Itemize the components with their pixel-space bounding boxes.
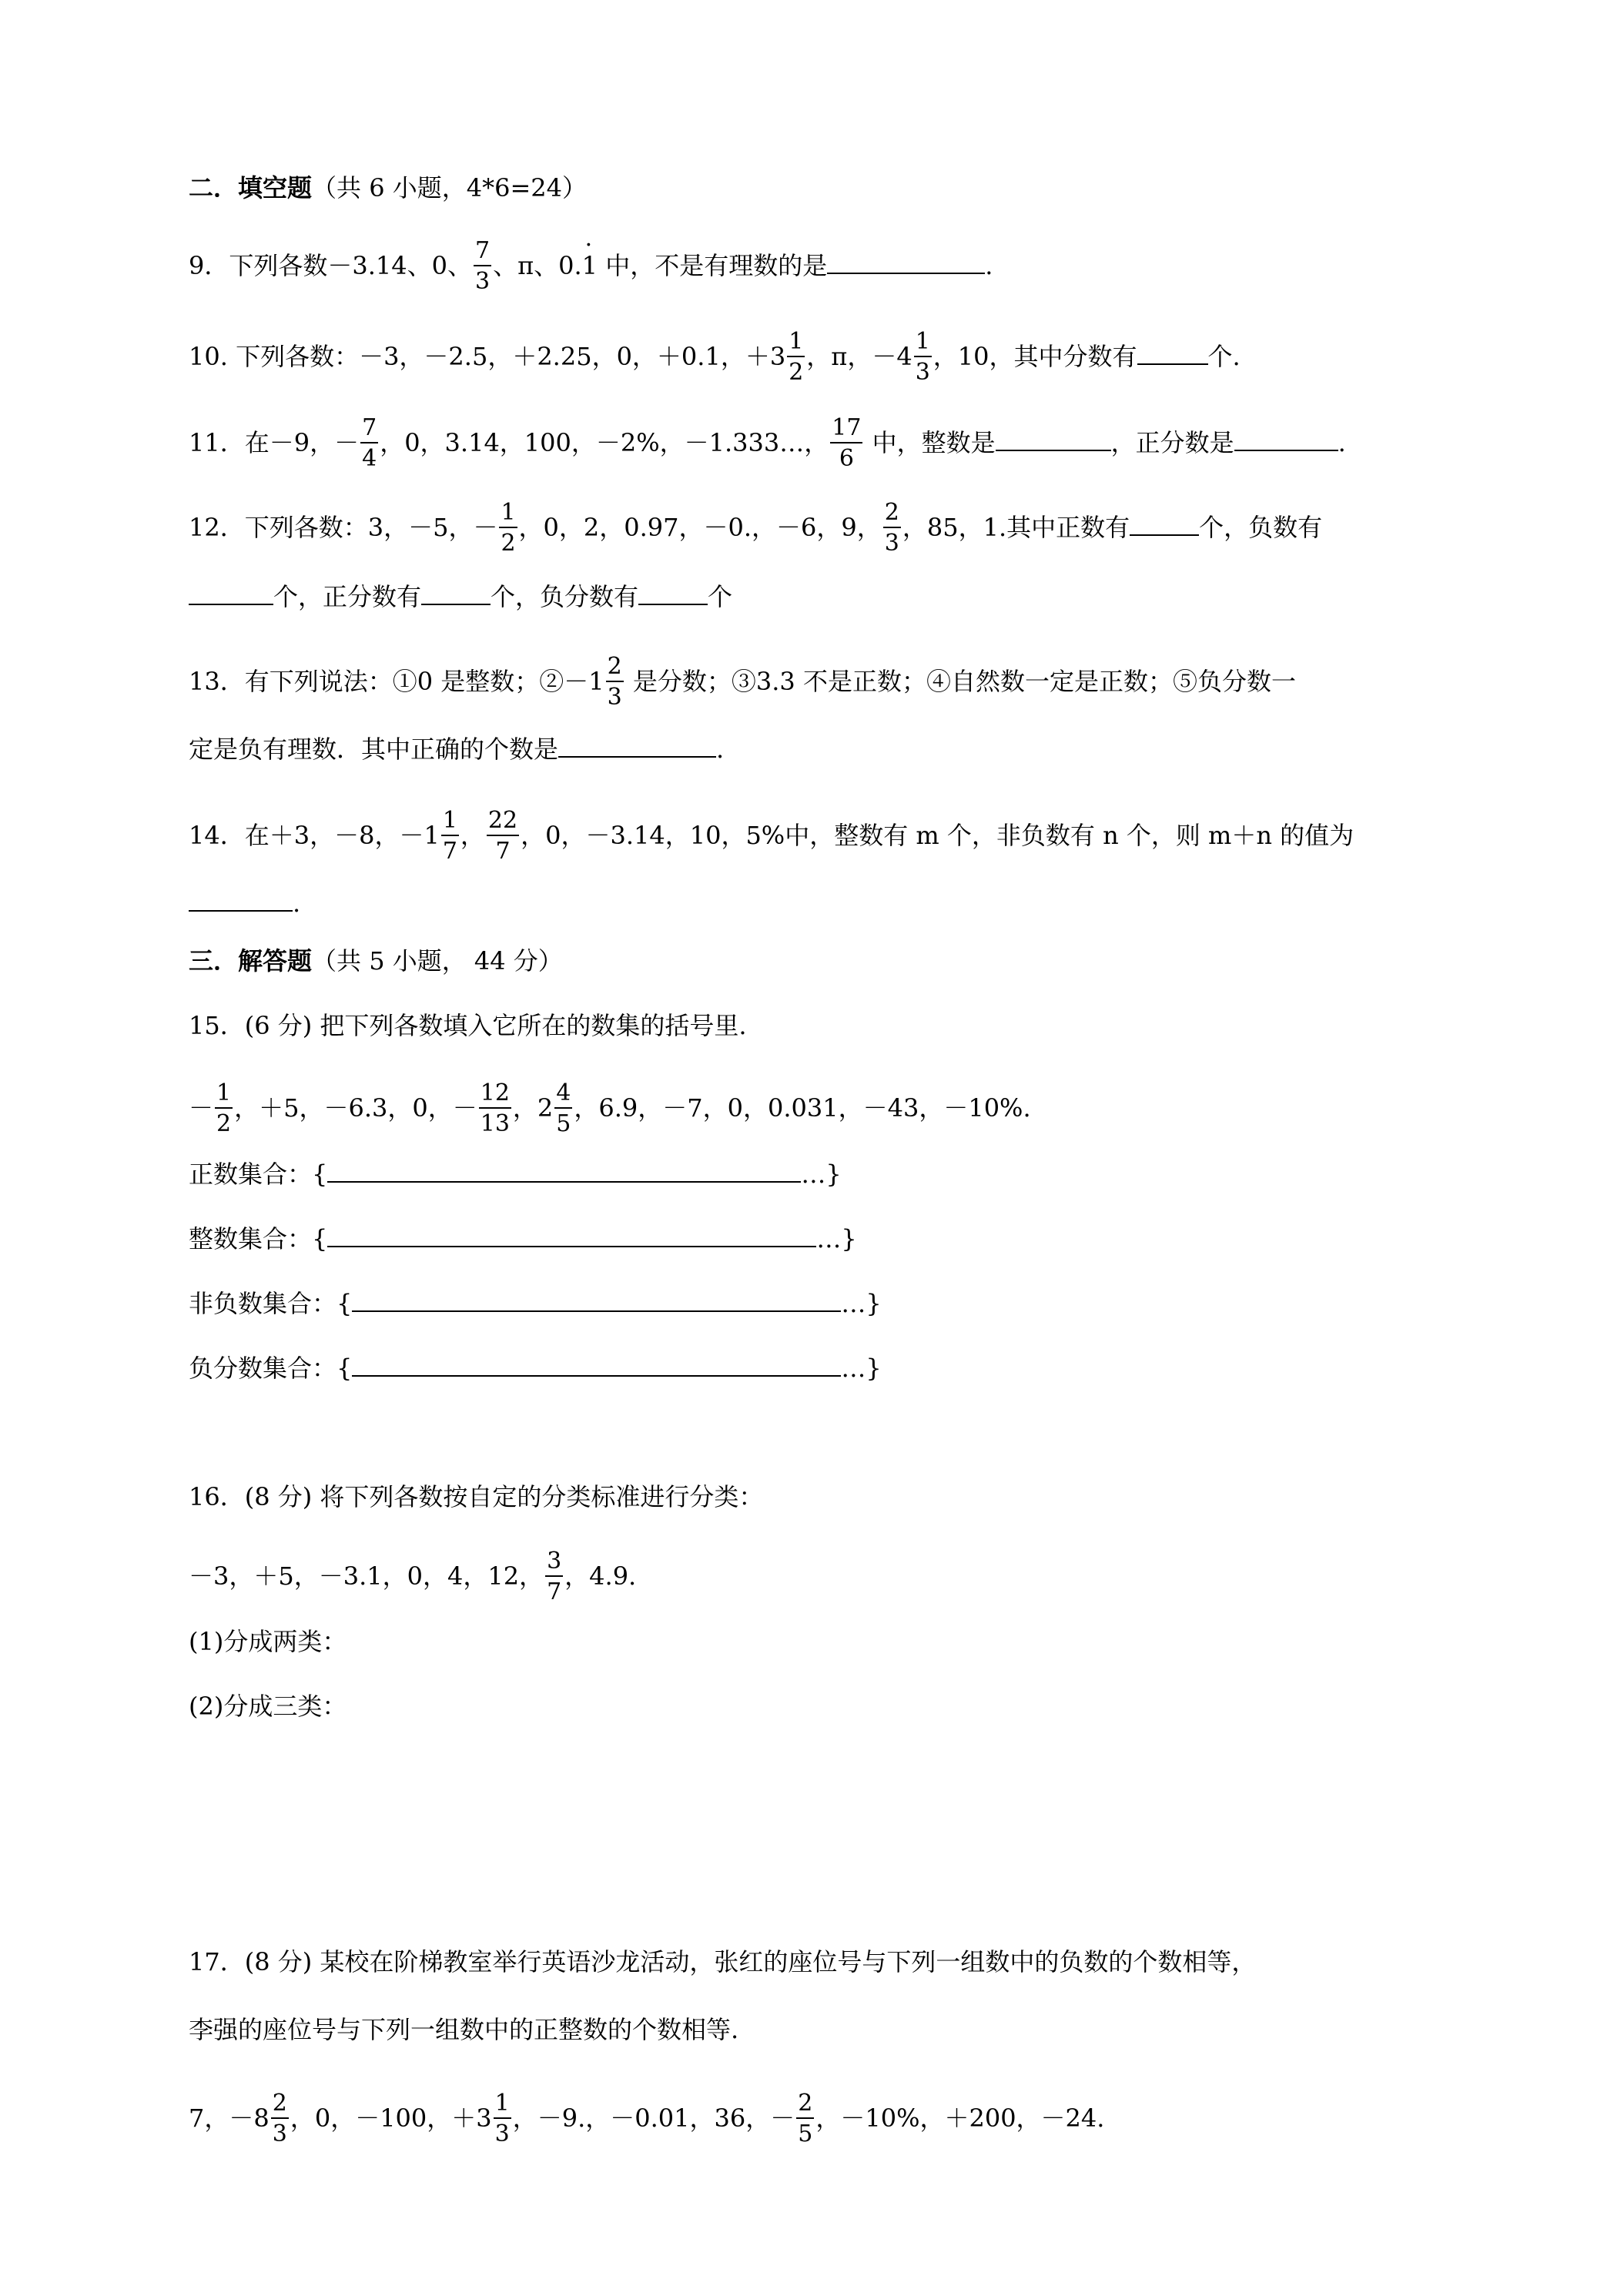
set-integer	[189, 1226, 857, 1251]
question-13-line-1	[189, 653, 1296, 711]
q10-fraction-1	[787, 330, 805, 384]
q11-text-2: ，0，3.14，100，－2%，－1.333…，	[380, 428, 829, 457]
frac-num: 17	[830, 416, 862, 443]
q17-line-1-text: 17．(8 分) 某校在阶梯教室举行英语沙龙活动，张红的座位号与下列一组数中的负数的个数相等，	[189, 1947, 1257, 1976]
q13-text-1: 13．有下列说法：①0 是整数；②－1	[189, 667, 604, 696]
frac-num: 7	[360, 416, 378, 443]
question-11	[189, 414, 1346, 472]
q10-text-1: 10. 下列各数：－3，－2.5，＋2.25，0，＋0.1，＋3	[189, 342, 786, 371]
frac-den: 6	[839, 444, 854, 472]
question-12-line-2	[189, 584, 732, 609]
q17-num-3: ，－9.，－0.01，36，－	[512, 2104, 795, 2133]
q13-text-2: 是分数；③3.3 不是正数；④自然数一定是正数；⑤负分数一	[624, 667, 1296, 696]
section-2-heading	[189, 173, 587, 202]
frac-den: 3	[474, 267, 491, 295]
q13-end: .	[716, 735, 725, 764]
q15-num-2: ，＋5，－6.3，0，－	[234, 1093, 477, 1123]
q15-num-3: ，2	[512, 1093, 554, 1123]
frac-num: 1	[787, 330, 805, 357]
frac-den: 3	[272, 2120, 287, 2147]
q17-num-4: ，－10%，＋200，－24.	[815, 2104, 1105, 2133]
set-non-negative	[189, 1290, 882, 1316]
frac-den: 4	[362, 444, 377, 472]
q12-positive-blank[interactable]	[1130, 514, 1199, 536]
q17-line-2-text: 李强的座位号与下列一组数中的正整数的个数相等.	[189, 2015, 739, 2044]
q13-fraction-1	[606, 654, 624, 709]
q9-repeating-digit: 1 ·	[582, 251, 598, 280]
q16-num-2: ，4.9.	[564, 1561, 637, 1591]
frac-num: 1	[914, 330, 932, 357]
frac-num: 1	[215, 1081, 233, 1109]
question-10	[189, 328, 1241, 386]
q12-text-3: ，85，1.其中正数有	[902, 513, 1130, 542]
question-17-line-1	[189, 1947, 1257, 1976]
frac-num: 2	[606, 654, 624, 682]
question-14-line-2	[189, 889, 301, 918]
set-tail: …}	[801, 1160, 842, 1189]
frac-den: 7	[442, 837, 457, 865]
question-15-numbers	[189, 1079, 1031, 1137]
q11-integers-blank[interactable]	[996, 430, 1111, 451]
q12-text-4: 个，负数有	[1199, 513, 1323, 542]
question-16-part-1	[189, 1629, 347, 1654]
q15-num-4: ，6.9，－7，0，0.031，－43，－10%.	[574, 1093, 1031, 1123]
q12-negative-blank[interactable]	[189, 584, 273, 605]
q9-text-1: 9．下列各数－3.14、0、	[189, 251, 472, 280]
set-negative-fraction-blank[interactable]	[352, 1355, 841, 1377]
q9-text-3: 中，不是有理数的是	[598, 251, 828, 280]
q12-line2-a: 个，正分数有	[273, 582, 422, 611]
set-label: 负分数集合：{	[189, 1354, 353, 1383]
frac-num: 7	[474, 239, 491, 266]
q12-positive-fraction-blank[interactable]	[421, 584, 491, 605]
section-2-meta: （共 6 小题，4*6=24）	[312, 173, 587, 202]
set-label: 非负数集合：{	[189, 1289, 353, 1318]
q15-fraction-1	[215, 1081, 233, 1136]
q16-part-2-text: (2)分成三类：	[189, 1692, 347, 1721]
q14-text-2: ，	[460, 821, 485, 850]
question-9	[189, 237, 993, 295]
frac-den: 3	[884, 529, 899, 557]
q17-fraction-2	[494, 2091, 511, 2146]
q12-fraction-1	[499, 500, 517, 555]
q12-text-2: ，0，2，0.97，－0.，－6，9，	[518, 513, 882, 542]
q11-fraction-1	[360, 416, 378, 470]
set-tail: …}	[841, 1289, 882, 1318]
set-negative-fraction	[189, 1355, 882, 1381]
q14-answer-blank[interactable]	[189, 890, 293, 912]
q16-part-1-text: (1)分成两类：	[189, 1627, 347, 1656]
q10-text-2: ，π，－4	[806, 342, 912, 371]
set-integer-blank[interactable]	[327, 1226, 816, 1247]
q16-num-1: －3，＋5，－3.1，0，4，12，	[189, 1561, 544, 1591]
frac-num: 12	[479, 1081, 511, 1109]
q16-stem-text: 16．(8 分) 将下列各数按自定的分类标准进行分类：	[189, 1482, 764, 1511]
q14-fraction-1	[441, 808, 459, 863]
q12-negative-fraction-blank[interactable]	[638, 584, 708, 605]
q17-fraction-3	[796, 2091, 814, 2146]
q16-fraction-1	[545, 1549, 563, 1604]
q17-num-1: 7，－8	[189, 2104, 270, 2133]
q15-stem-text: 15．(6 分) 把下列各数填入它所在的数集的括号里.	[189, 1011, 747, 1040]
frac-num: 2	[796, 2091, 814, 2119]
q12-fraction-2	[883, 500, 901, 555]
q11-text-3: 中，整数是	[864, 428, 996, 457]
section-2-title: 二．填空题	[189, 173, 313, 202]
q9-text-2: 、π、0.	[493, 251, 582, 280]
frac-num: 2	[271, 2091, 289, 2119]
frac-num: 3	[545, 1549, 563, 1577]
frac-den: 3	[607, 683, 622, 711]
q10-end: 个.	[1207, 342, 1241, 371]
q15-fraction-3	[554, 1081, 572, 1136]
frac-den: 13	[480, 1110, 510, 1137]
section-3-title: 三．解答题	[189, 946, 313, 976]
q9-end: .	[985, 251, 993, 280]
frac-num: 1	[441, 808, 459, 836]
set-tail: …}	[816, 1224, 857, 1253]
set-non-negative-blank[interactable]	[352, 1290, 841, 1312]
q15-fraction-2	[479, 1081, 511, 1136]
set-label: 整数集合：{	[189, 1224, 328, 1253]
q11-text-4: ，正分数是	[1110, 428, 1234, 457]
frac-den: 7	[495, 837, 511, 865]
q9-fraction-1	[474, 239, 491, 293]
q11-fraction-2	[830, 416, 862, 470]
frac-num: 4	[554, 1081, 572, 1109]
section-3-meta: （共 5 小题， 44 分）	[312, 946, 563, 976]
q14-text-3: ，0，－3.14，10，5%中，整数有 m 个，非负数有 n 个，则 m＋n 的值为	[521, 821, 1354, 850]
frac-num: 1	[494, 2091, 511, 2119]
frac-den: 2	[216, 1110, 232, 1137]
set-tail: …}	[841, 1354, 882, 1383]
q14-end: .	[293, 889, 301, 918]
frac-num: 2	[883, 500, 901, 528]
q17-fraction-1	[271, 2091, 289, 2146]
question-16-numbers	[189, 1548, 637, 1605]
q12-line2-b: 个，负分数有	[491, 582, 639, 611]
q13-answer-blank[interactable]	[558, 736, 716, 758]
question-12-line-1	[189, 499, 1323, 557]
frac-den: 5	[798, 2120, 813, 2147]
set-positive-blank[interactable]	[327, 1161, 801, 1183]
frac-num: 1	[499, 500, 517, 528]
frac-den: 7	[547, 1578, 562, 1605]
question-17-numbers	[189, 2090, 1105, 2147]
question-15-stem	[189, 1013, 747, 1038]
q15-num-1: －	[189, 1093, 214, 1123]
frac-den: 5	[556, 1110, 571, 1137]
section-3-heading	[189, 946, 563, 976]
q11-positive-fractions-blank[interactable]	[1234, 430, 1338, 451]
q11-end: .	[1338, 428, 1346, 457]
q12-line2-c: 个	[708, 582, 733, 611]
frac-den: 3	[494, 2120, 510, 2147]
question-16-part-2	[189, 1694, 347, 1719]
question-14	[189, 807, 1354, 865]
q10-text-3: ，10，其中分数有	[933, 342, 1137, 371]
q17-num-2: ，0，－100，＋3	[290, 2104, 492, 2133]
q10-answer-blank[interactable]	[1137, 343, 1208, 365]
frac-num: 22	[487, 808, 519, 836]
question-16-stem	[189, 1484, 763, 1509]
q10-fraction-2	[914, 330, 932, 384]
frac-den: 3	[915, 358, 930, 386]
set-positive	[189, 1160, 842, 1189]
question-17-line-2	[189, 2017, 738, 2042]
frac-den: 2	[789, 358, 804, 386]
q12-text-1: 12．下列各数：3，－5，－	[189, 513, 498, 542]
q9-answer-blank[interactable]	[827, 253, 985, 274]
frac-den: 2	[501, 529, 516, 557]
q13-line-2-text: 定是负有理数．其中正确的个数是	[189, 735, 559, 764]
q14-text-1: 14．在＋3，－8，－1	[189, 821, 440, 850]
q11-text-1: 11．在－9，－	[189, 428, 360, 457]
question-13-line-2	[189, 735, 725, 764]
q14-fraction-2	[487, 808, 519, 863]
set-label: 正数集合：{	[189, 1160, 328, 1189]
